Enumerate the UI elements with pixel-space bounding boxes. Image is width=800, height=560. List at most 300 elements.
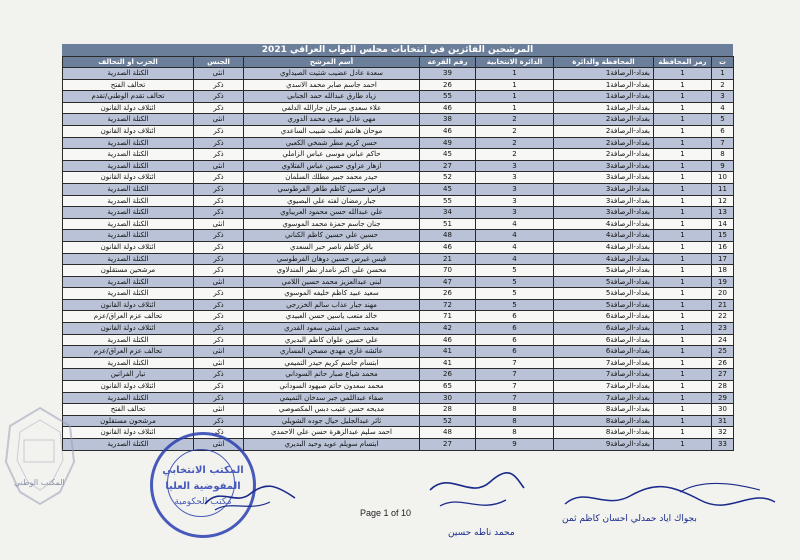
table-row	[63, 195, 734, 207]
cell-party: ائتلاف دولة القانون	[63, 299, 194, 311]
cell-gender: ذكر	[194, 415, 244, 427]
table-row	[63, 369, 734, 381]
cell-index: 23	[712, 323, 734, 335]
cell-candidate-name: حسين علي حسين كاظم الكناني	[244, 230, 420, 242]
cell-gov-code: 1	[654, 276, 712, 288]
cell-gov-code: 1	[654, 288, 712, 300]
cell-candidate-name: سعيد عبيد كاظم خليفه الموسوي	[244, 288, 420, 300]
cell-candidate-name: زياد طارق عبدالله حمد الجنابي	[244, 91, 420, 103]
cell-candidate-name: محسن علي اكبر نامدار نظر المندلاوي	[244, 265, 420, 277]
cell-governorate: بغداد-الرصافة2	[554, 137, 654, 149]
cell-party: تحالف الفتح	[63, 79, 194, 91]
col-header-gov-code: رمز المحافظة	[654, 57, 712, 68]
cell-governorate: بغداد-الرصافة7	[554, 357, 654, 369]
table-row	[63, 137, 734, 149]
cell-gender: ذكر	[194, 369, 244, 381]
cell-party: ائتلاف دولة القانون	[63, 125, 194, 137]
cell-gender: ذكر	[194, 149, 244, 161]
cell-gender: ذكر	[194, 207, 244, 219]
cell-list-number: 55	[420, 91, 476, 103]
cell-governorate: بغداد-الرصافة4	[554, 218, 654, 230]
cell-index: 16	[712, 241, 734, 253]
table-row	[63, 241, 734, 253]
cell-gender: ذكر	[194, 311, 244, 323]
cell-district: 1	[476, 91, 554, 103]
cell-index: 12	[712, 195, 734, 207]
signature-1-label: بجواك اياد حمدلي احسان كاظم ثمن	[562, 514, 697, 524]
cell-party: ائتلاف دولة القانون	[63, 241, 194, 253]
cell-governorate: بغداد-الرصافة6	[554, 346, 654, 358]
col-header-index: ت	[712, 57, 734, 68]
cell-index: 28	[712, 381, 734, 393]
cell-governorate: بغداد-الرصافة7	[554, 369, 654, 381]
cell-district: 1	[476, 102, 554, 114]
cell-governorate: بغداد-الرصافة4	[554, 253, 654, 265]
cell-district: 5	[476, 276, 554, 288]
cell-gender: ذكر	[194, 102, 244, 114]
cell-district: 3	[476, 172, 554, 184]
cell-district: 7	[476, 369, 554, 381]
cell-index: 18	[712, 265, 734, 277]
cell-district: 5	[476, 288, 554, 300]
cell-candidate-name: قيس غيرس حسين دوهان الفرطوسي	[244, 253, 420, 265]
cell-gender: ذكر	[194, 334, 244, 346]
cell-list-number: 45	[420, 183, 476, 195]
cell-list-number: 26	[420, 79, 476, 91]
cell-list-number: 47	[420, 276, 476, 288]
cell-district: 6	[476, 311, 554, 323]
cell-gov-code: 1	[654, 195, 712, 207]
cell-party: الكتلة الصدرية	[63, 253, 194, 265]
cell-gov-code: 1	[654, 125, 712, 137]
cell-list-number: 49	[420, 137, 476, 149]
cell-gender: انثى	[194, 439, 244, 451]
cell-index: 17	[712, 253, 734, 265]
cell-candidate-name: فراس حسين كاظم طاهر الفرطوسي	[244, 183, 420, 195]
cell-candidate-name: حيدر محمد جبير مطلك السلمان	[244, 172, 420, 184]
cell-gender: ذكر	[194, 137, 244, 149]
cell-district: 7	[476, 381, 554, 393]
cell-party: الكتلة الصدرية	[63, 137, 194, 149]
cell-gender: ذكر	[194, 79, 244, 91]
cell-party: مرشحون مستقلون	[63, 415, 194, 427]
cell-gov-code: 1	[654, 323, 712, 335]
cell-index: 6	[712, 125, 734, 137]
cell-gov-code: 1	[654, 230, 712, 242]
cell-party: تحالف عزم العراق/عزم	[63, 311, 194, 323]
table-row	[63, 230, 734, 242]
cell-governorate: بغداد-الرصافة3	[554, 183, 654, 195]
table-row	[63, 207, 734, 219]
cell-gender: انثى	[194, 404, 244, 416]
table-header-row	[63, 57, 734, 68]
cell-candidate-name: احمد سليم عبدالزهرة حسن علي الاحمدي	[244, 427, 420, 439]
cell-governorate: بغداد-الرصافة2	[554, 125, 654, 137]
table-row	[63, 172, 734, 184]
table-row	[63, 346, 734, 358]
cell-list-number: 21	[420, 253, 476, 265]
cell-governorate: بغداد-الرصافة5	[554, 265, 654, 277]
table-row	[63, 288, 734, 300]
cell-gov-code: 1	[654, 381, 712, 393]
cell-district: 3	[476, 195, 554, 207]
cell-gov-code: 1	[654, 218, 712, 230]
cell-list-number: 48	[420, 427, 476, 439]
cell-district: 2	[476, 125, 554, 137]
cell-candidate-name: جبار رمضان لفته علي البصيوي	[244, 195, 420, 207]
cell-index: 30	[712, 404, 734, 416]
cell-district: 7	[476, 392, 554, 404]
cell-party: الكتلة الصدرية	[63, 114, 194, 126]
cell-candidate-name: لبنى عبدالعزيز محمد حسين اللامي	[244, 276, 420, 288]
cell-candidate-name: ازهار عزاوي حسين عباس الفتلاوي	[244, 160, 420, 172]
cell-party: تحالف الفتح	[63, 404, 194, 416]
table-row	[63, 299, 734, 311]
cell-governorate: بغداد-الرصافة6	[554, 334, 654, 346]
table-row	[63, 160, 734, 172]
cell-candidate-name: موحان هاشم ثعلب شبيب الساعدي	[244, 125, 420, 137]
cell-gov-code: 1	[654, 137, 712, 149]
cell-candidate-name: مهند جبار عذاب سالم الخزرجي	[244, 299, 420, 311]
col-header-governorate: المحافظة والدائرة	[554, 57, 654, 68]
signature-1-icon	[420, 470, 530, 530]
table-row	[63, 323, 734, 335]
cell-party: الكتلة الصدرية	[63, 288, 194, 300]
table-row	[63, 265, 734, 277]
cell-party: الكتلة الصدرية	[63, 149, 194, 161]
cell-gov-code: 1	[654, 68, 712, 80]
cell-list-number: 52	[420, 172, 476, 184]
cell-index: 25	[712, 346, 734, 358]
cell-candidate-name: خالد متعب ياسين حسن العبيدي	[244, 311, 420, 323]
cell-gov-code: 1	[654, 392, 712, 404]
cell-list-number: 41	[420, 346, 476, 358]
cell-list-number: 42	[420, 323, 476, 335]
cell-gov-code: 1	[654, 369, 712, 381]
cell-gender: ذكر	[194, 91, 244, 103]
cell-district: 2	[476, 149, 554, 161]
cell-gov-code: 1	[654, 149, 712, 161]
cell-governorate: بغداد-الرصافة6	[554, 323, 654, 335]
cell-gov-code: 1	[654, 427, 712, 439]
document-title: المرشحين الفائزين في انتخابات مجلس النواب العراقي 2021	[62, 44, 733, 56]
cell-index: 21	[712, 299, 734, 311]
cell-party: الكتلة الصدرية	[63, 218, 194, 230]
cell-candidate-name: احمد جاسم صابر محمد الاسدي	[244, 79, 420, 91]
table-row	[63, 357, 734, 369]
cell-party: مرشحين مستقلون	[63, 265, 194, 277]
table-row	[63, 218, 734, 230]
cell-gov-code: 1	[654, 160, 712, 172]
cell-district: 2	[476, 137, 554, 149]
cell-party: تحالف عزم العراق/عزم	[63, 346, 194, 358]
cell-governorate: بغداد-الرصافة3	[554, 207, 654, 219]
cell-list-number: 72	[420, 299, 476, 311]
cell-candidate-name: حاكم عباس موسى عباس الزاملي	[244, 149, 420, 161]
cell-governorate: بغداد-الرصافة5	[554, 288, 654, 300]
cell-governorate: بغداد-الرصافة8	[554, 427, 654, 439]
cell-candidate-name: محمد شياع صبار حاتم السوداني	[244, 369, 420, 381]
table-row	[63, 311, 734, 323]
cell-gov-code: 1	[654, 346, 712, 358]
cell-district: 8	[476, 427, 554, 439]
table-row	[63, 415, 734, 427]
cell-index: 8	[712, 149, 734, 161]
cell-gov-code: 1	[654, 241, 712, 253]
page-number: Page 1 of 10	[360, 508, 412, 518]
cell-candidate-name: جنان جاسم حمزة محمد الموسوي	[244, 218, 420, 230]
cell-gender: انثى	[194, 68, 244, 80]
cell-candidate-name: ابتسام جاسم كريم حيدر التميمي	[244, 357, 420, 369]
cell-index: 5	[712, 114, 734, 126]
cell-gov-code: 1	[654, 404, 712, 416]
stamp-line-2: المفوضية العليا	[165, 481, 241, 492]
cell-index: 7	[712, 137, 734, 149]
cell-index: 11	[712, 183, 734, 195]
cell-gender: ذكر	[194, 172, 244, 184]
cell-gender: ذكر	[194, 427, 244, 439]
cell-gov-code: 1	[654, 299, 712, 311]
cell-candidate-name: ابتسام سويلم عويد وحيد البديري	[244, 439, 420, 451]
cell-list-number: 48	[420, 230, 476, 242]
cell-party: الكتلة الصدرية	[63, 276, 194, 288]
cell-district: 6	[476, 334, 554, 346]
cell-party: الكتلة الصدرية	[63, 392, 194, 404]
cell-district: 4	[476, 218, 554, 230]
table-row	[63, 68, 734, 80]
cell-gender: انثى	[194, 114, 244, 126]
cell-governorate: بغداد-الرصافة1	[554, 79, 654, 91]
cell-party: الكتلة الصدرية	[63, 439, 194, 451]
col-header-candidate-name: أسم المرشح	[244, 57, 420, 68]
cell-district: 4	[476, 230, 554, 242]
cell-list-number: 27	[420, 439, 476, 451]
table-row	[63, 404, 734, 416]
cell-list-number: 52	[420, 415, 476, 427]
cell-gov-code: 1	[654, 334, 712, 346]
table-row	[63, 276, 734, 288]
cell-party: الكتلة الصدرية	[63, 68, 194, 80]
cell-gender: ذكر	[194, 265, 244, 277]
cell-gov-code: 1	[654, 102, 712, 114]
cell-gov-code: 1	[654, 114, 712, 126]
cell-governorate: بغداد-الرصافة3	[554, 160, 654, 172]
cell-party: الكتلة الصدرية	[63, 230, 194, 242]
seal-text: المكتب الوطني	[14, 478, 65, 487]
cell-gov-code: 1	[654, 79, 712, 91]
table-row	[63, 125, 734, 137]
cell-gov-code: 1	[654, 439, 712, 451]
cell-gov-code: 1	[654, 311, 712, 323]
cell-index: 3	[712, 91, 734, 103]
cell-governorate: بغداد-الرصافة2	[554, 149, 654, 161]
cell-governorate: بغداد-الرصافة7	[554, 392, 654, 404]
cell-index: 22	[712, 311, 734, 323]
stamp-line-1: المكتب الانتخابي	[162, 465, 244, 476]
cell-party: ائتلاف دولة القانون	[63, 172, 194, 184]
cell-district: 4	[476, 253, 554, 265]
cell-list-number: 51	[420, 218, 476, 230]
cell-gender: انثى	[194, 160, 244, 172]
table-row	[63, 114, 734, 126]
cell-district: 3	[476, 183, 554, 195]
col-header-gender: الجنس	[194, 57, 244, 68]
cell-party: الكتلة الصدرية	[63, 334, 194, 346]
cell-gov-code: 1	[654, 207, 712, 219]
cell-governorate: بغداد-الرصافة8	[554, 415, 654, 427]
cell-candidate-name: عائشه غازي مهدي مصحن المساري	[244, 346, 420, 358]
cell-index: 31	[712, 415, 734, 427]
cell-party: ائتلاف دولة القانون	[63, 102, 194, 114]
cell-governorate: بغداد-الرصافة4	[554, 241, 654, 253]
cell-gender: انثى	[194, 346, 244, 358]
cell-candidate-name: علي حسين علوان كاظم البديري	[244, 334, 420, 346]
table-row	[63, 334, 734, 346]
cell-district: 1	[476, 79, 554, 91]
cell-candidate-name: محمد سعدون حاتم صيهود السوداني	[244, 381, 420, 393]
cell-governorate: بغداد-الرصافة5	[554, 276, 654, 288]
cell-list-number: 46	[420, 125, 476, 137]
cell-district: 5	[476, 299, 554, 311]
cell-index: 26	[712, 357, 734, 369]
cell-index: 32	[712, 427, 734, 439]
cell-candidate-name: محمد حسن امشي سعود القدري	[244, 323, 420, 335]
cell-gender: ذكر	[194, 253, 244, 265]
cell-district: 1	[476, 68, 554, 80]
cell-party: الكتلة الصدرية	[63, 357, 194, 369]
cell-governorate: بغداد-الرصافة1	[554, 68, 654, 80]
cell-governorate: بغداد-الرصافة7	[554, 381, 654, 393]
cell-list-number: 71	[420, 311, 476, 323]
cell-index: 4	[712, 102, 734, 114]
cell-candidate-name: سعدة عادل عضيب شتيت الصيداوي	[244, 68, 420, 80]
table-row	[63, 91, 734, 103]
cell-candidate-name: باقر كاظم ناصر حبر السعدي	[244, 241, 420, 253]
cell-gender: ذكر	[194, 125, 244, 137]
cell-gov-code: 1	[654, 172, 712, 184]
cell-party: الكتلة الصدرية	[63, 195, 194, 207]
cell-gender: ذكر	[194, 241, 244, 253]
cell-index: 33	[712, 439, 734, 451]
cell-district: 9	[476, 439, 554, 451]
cell-gender: ذكر	[194, 299, 244, 311]
cell-index: 27	[712, 369, 734, 381]
cell-index: 10	[712, 172, 734, 184]
cell-index: 29	[712, 392, 734, 404]
cell-gov-code: 1	[654, 357, 712, 369]
cell-list-number: 65	[420, 381, 476, 393]
cell-district: 6	[476, 323, 554, 335]
cell-party: الكتلة الصدرية	[63, 160, 194, 172]
cell-list-number: 34	[420, 207, 476, 219]
cell-governorate: بغداد-الرصافة3	[554, 172, 654, 184]
cell-gov-code: 1	[654, 91, 712, 103]
cell-list-number: 41	[420, 357, 476, 369]
cell-candidate-name: علاء سعدي سرحان جارالله الدلفي	[244, 102, 420, 114]
cell-list-number: 28	[420, 404, 476, 416]
cell-governorate: بغداد-الرصافة5	[554, 299, 654, 311]
cell-index: 15	[712, 230, 734, 242]
cell-district: 3	[476, 207, 554, 219]
cell-index: 9	[712, 160, 734, 172]
cell-party: الكتلة الصدرية	[63, 183, 194, 195]
cell-gov-code: 1	[654, 253, 712, 265]
table-row	[63, 427, 734, 439]
cell-gender: ذكر	[194, 381, 244, 393]
cell-list-number: 30	[420, 392, 476, 404]
cell-gender: انثى	[194, 276, 244, 288]
cell-governorate: بغداد-الرصافة8	[554, 404, 654, 416]
cell-district: 2	[476, 114, 554, 126]
table-row	[63, 183, 734, 195]
table-row	[63, 102, 734, 114]
cell-list-number: 39	[420, 68, 476, 80]
cell-district: 8	[476, 415, 554, 427]
candidates-table	[62, 56, 734, 451]
cell-party: تحالف تقدم الوطني/تقدم	[63, 91, 194, 103]
table-row	[63, 253, 734, 265]
table-row	[63, 79, 734, 91]
cell-index: 2	[712, 79, 734, 91]
cell-list-number: 26	[420, 288, 476, 300]
cell-gender: ذكر	[194, 323, 244, 335]
cell-index: 14	[712, 218, 734, 230]
cell-index: 24	[712, 334, 734, 346]
cell-index: 19	[712, 276, 734, 288]
cell-gender: ذكر	[194, 288, 244, 300]
signature-stamp-area-icon	[200, 476, 300, 516]
cell-list-number: 70	[420, 265, 476, 277]
cell-district: 7	[476, 357, 554, 369]
col-header-list-number: رقم القرعة	[420, 57, 476, 68]
faded-seal-icon	[0, 400, 80, 550]
table-row	[63, 381, 734, 393]
cell-index: 13	[712, 207, 734, 219]
table-row	[63, 149, 734, 161]
col-header-district: الدائرة الانتخابية	[476, 57, 554, 68]
cell-governorate: بغداد-الرصافة1	[554, 102, 654, 114]
cell-gender: انثى	[194, 357, 244, 369]
cell-candidate-name: مديحه حسن عتيب دبس المكصوصي	[244, 404, 420, 416]
cell-gender: انثى	[194, 218, 244, 230]
cell-candidate-name: صفاء عبداللمي جبر سدخان التميمي	[244, 392, 420, 404]
cell-list-number: 26	[420, 369, 476, 381]
cell-candidate-name: علي عبدالله حسن محمود العريباوي	[244, 207, 420, 219]
cell-gender: ذكر	[194, 183, 244, 195]
cell-district: 8	[476, 404, 554, 416]
cell-district: 6	[476, 346, 554, 358]
cell-governorate: بغداد-الرصافة6	[554, 311, 654, 323]
cell-gov-code: 1	[654, 183, 712, 195]
cell-list-number: 45	[420, 149, 476, 161]
cell-district: 4	[476, 241, 554, 253]
cell-gender: ذكر	[194, 230, 244, 242]
cell-party: ائتلاف دولة القانون	[63, 427, 194, 439]
cell-list-number: 38	[420, 114, 476, 126]
cell-candidate-name: حسن كريم مطر شمخي الكعبي	[244, 137, 420, 149]
cell-party: الكتلة الصدرية	[63, 207, 194, 219]
table-row	[63, 392, 734, 404]
cell-list-number: 46	[420, 334, 476, 346]
cell-list-number: 55	[420, 195, 476, 207]
cell-list-number: 27	[420, 160, 476, 172]
table-body	[63, 68, 734, 451]
cell-gender: ذكر	[194, 392, 244, 404]
cell-candidate-name: ثائر عبدالجليل حيال جوده الشويلي	[244, 415, 420, 427]
cell-governorate: بغداد-الرصافة2	[554, 114, 654, 126]
col-header-party: الحزب او التحالف	[63, 57, 194, 68]
cell-governorate: بغداد-الرصافة9	[554, 439, 654, 451]
